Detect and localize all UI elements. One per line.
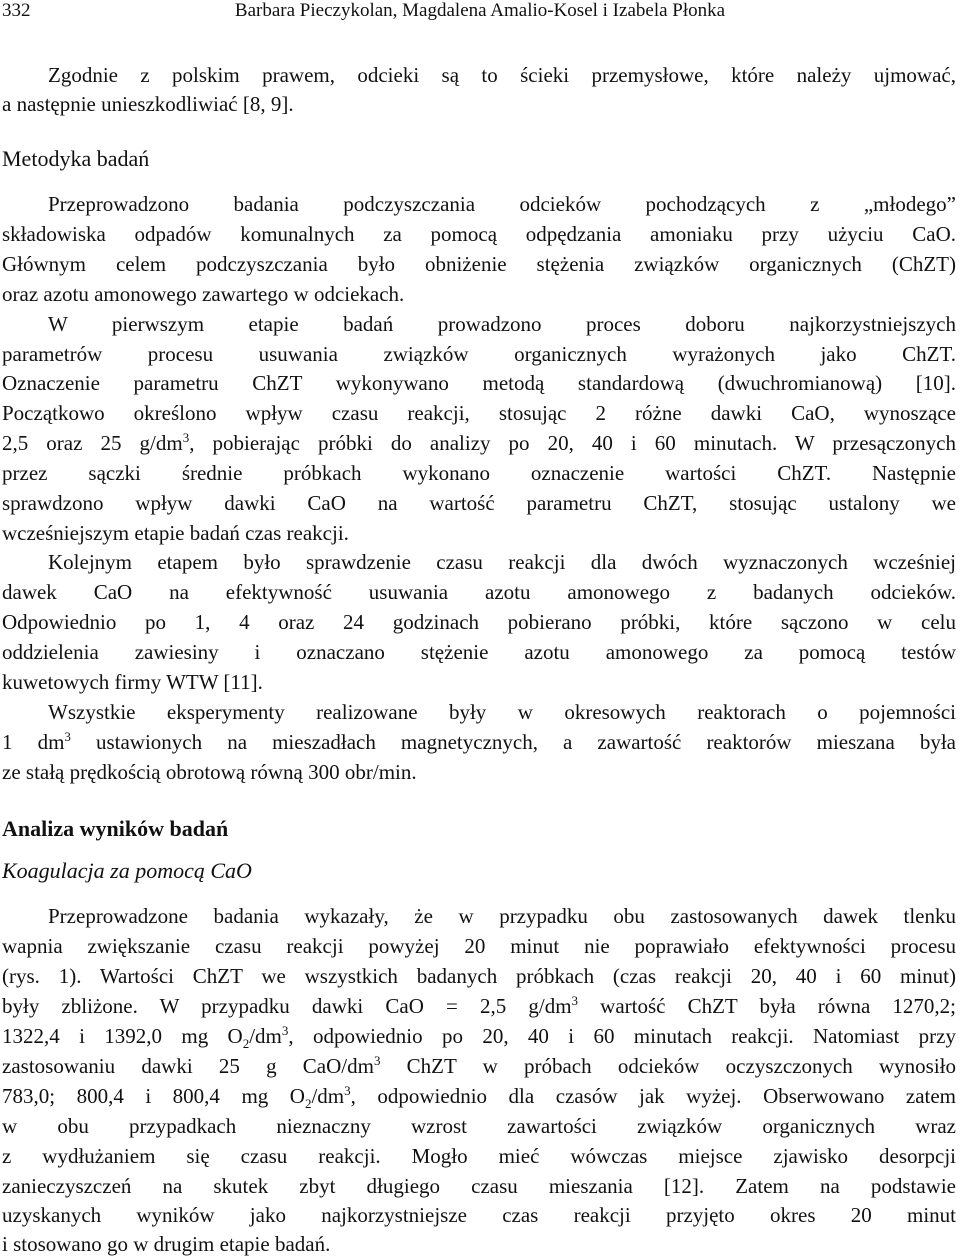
section-heading: Metodyka badań — [2, 146, 150, 171]
paragraph-line: parametrów procesu usuwania związków organicznych wyrażonych jako ChZT. — [2, 342, 956, 366]
paragraph-line: 1322,4 i 1392,0 mg $O_2/dm^3$, odpowiednio po 20, 40 i 60 minutach reakcji. Natomiast przy — [2, 1023, 956, 1049]
paragraph-line: były zbliżone. W przypadku dawki CaO = 2,5 $g/dm^3$ wartość ChZT była równa 1270,2; — [2, 993, 956, 1018]
paragraph-line: Głównym celem podczyszczania było obniżenie stężenia związków organicznych (ChZT) — [2, 252, 956, 276]
paragraph-line: wcześniejszym etapie badań czas reakcji. — [2, 521, 349, 545]
paragraph-line: z wydłużaniem się czasu reakcji. Mogło mieć wówczas miejsce zjawisko desorpcji — [2, 1144, 956, 1168]
paragraph-line: Odpowiednio po 1, 4 oraz 24 godzinach pobierano próbki, które sączono w celu — [2, 610, 956, 634]
paragraph-line: dawek CaO na efektywność usuwania azotu amonowego z badanych odcieków. — [2, 580, 956, 604]
paragraph-line: Wszystkie eksperymenty realizowane były w okresowych reaktorach o pojemności — [48, 700, 956, 724]
subsection-heading: Koagulacja za pomocą CaO — [2, 858, 252, 883]
paragraph-line: ze stałą prędkością obrotową równą 300 obr/min. — [2, 760, 417, 784]
paragraph-line: i stosowano go w drugim etapie badań. — [2, 1232, 331, 1256]
paragraph-line: Oznaczenie parametru ChZT wykonywano metodą standardową (dwuchromianową) [10]. — [2, 371, 956, 395]
paragraph-line: uzyskanych wyników jako najkorzystniejsze czas reakcji przyjęto okres 20 minut — [2, 1203, 956, 1227]
paragraph-line: Przeprowadzone badania wykazały, że w przypadku obu zastosowanych dawek tlenku — [48, 904, 956, 928]
paragraph-line: przez sączki średnie próbkach wykonano oznaczenie wartości ChZT. Następnie — [2, 461, 956, 485]
paragraph-line: 783,0; 800,4 i 800,4 mg $O_2/dm^3$, odpowiednio dla czasów jak wyżej. Obserwowano zatem — [2, 1083, 956, 1109]
paragraph-line: oraz azotu amonowego zawartego w odciekach. — [2, 282, 405, 306]
paragraph-line: Przeprowadzono badania podczyszczania odcieków pochodzących z „młodego” — [48, 192, 956, 216]
paragraph-line: Początkowo określono wpływ czasu reakcji, stosując 2 różne dawki CaO, wynoszące — [2, 401, 956, 425]
paragraph-line: W pierwszym etapie badań prowadzono proces doboru najkorzystniejszych — [48, 312, 956, 336]
paragraph-line: 1 $dm^3$ ustawionych na mieszadłach magnetycznych, a zawartość reaktorów mieszana była — [2, 729, 956, 754]
paragraph-line: kuwetowych firmy WTW [11]. — [2, 670, 263, 694]
paragraph-line: Zgodnie z polskim prawem, odcieki są to ścieki przemysłowe, które należy ujmować, — [48, 63, 956, 87]
page-header — [0, 0, 960, 30]
paragraph-line: składowiska odpadów komunalnych za pomocą odpędzania amoniaku przy użyciu CaO. — [2, 222, 956, 246]
paragraph-line: 2,5 oraz 25 $g/dm^3$, pobierając próbki do analizy po 20, 40 i 60 minutach. W przesączonych — [2, 430, 956, 455]
running-head: Barbara Pieczykolan, Magdalena Amalio-Kosel i Izabela Płonka — [234, 0, 726, 21]
paragraph-line: Kolejnym etapem było sprawdzenie czasu reakcji dla dwóch wyznaczonych wcześniej — [48, 550, 956, 574]
paragraph-line: a następnie unieszkodliwiać [8, 9]. — [2, 92, 294, 116]
paragraph-line: oddzielenia zawiesiny i oznaczano stężenie azotu amonowego za pomocą testów — [2, 640, 956, 664]
paragraph-line: wapnia zwiększanie czasu reakcji powyżej 20 minut nie poprawiało efektywności procesu — [2, 934, 956, 958]
paragraph-line: w obu przypadkach nieznaczny wzrost zawartości związków organicznych wraz — [2, 1114, 956, 1138]
paragraph-line: zastosowaniu dawki 25 g CaO/$dm^3$ ChZT w próbach odcieków oczyszczonych wynosiło — [2, 1053, 956, 1078]
paragraph-line: sprawdzono wpływ dawki CaO na wartość parametru ChZT, stosując ustalony we — [2, 491, 956, 515]
section-heading: Analiza wyników badań — [2, 816, 229, 841]
page-number: 332 — [2, 0, 31, 21]
paragraph-line: zanieczyszczeń na skutek zbyt długiego czasu mieszania [12]. Zatem na podstawie — [2, 1174, 956, 1198]
paragraph-line: (rys. 1). Wartości ChZT we wszystkich badanych próbkach (czas reakcji 20, 40 i 60 minut) — [2, 964, 956, 988]
